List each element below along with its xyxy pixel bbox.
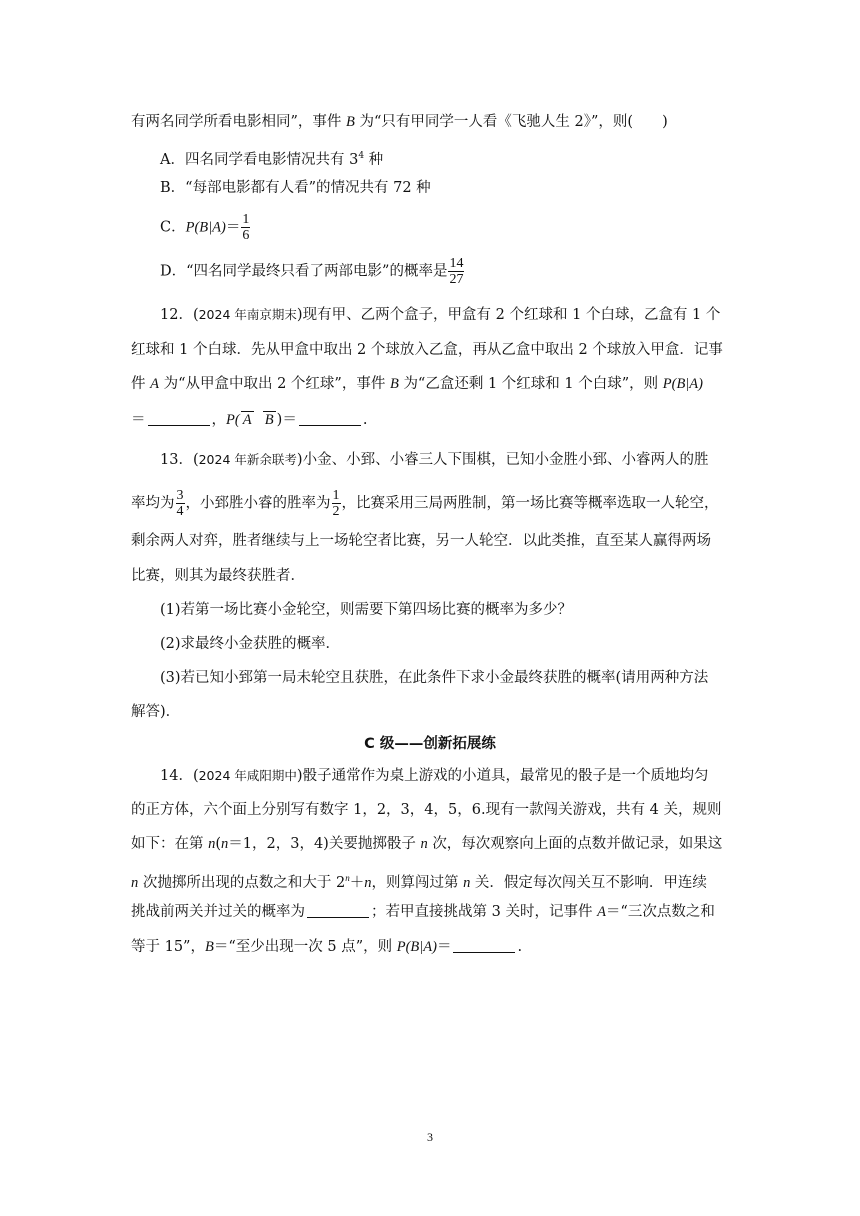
- text: 种: [364, 152, 384, 168]
- text: .: [362, 412, 368, 428]
- text: .: [517, 939, 523, 955]
- text: (: [215, 836, 222, 852]
- text: 等于 15”，: [131, 939, 205, 955]
- answer-blank[interactable]: [148, 411, 210, 426]
- q11-option-a: [160, 146, 760, 170]
- text: 如下：在第: [131, 836, 204, 852]
- math-expr: P(B|A): [396, 939, 437, 955]
- q13-part-1: (1)若第一场比赛小金轮空，则需要下第四场比赛的概率为多少？: [160, 602, 573, 618]
- q14-line-5: [131, 902, 731, 922]
- section-heading: C 级——创新拓展练: [364, 736, 496, 752]
- text: ＝: [436, 939, 452, 955]
- source-tag: 2024 年新余联考: [198, 452, 297, 467]
- text: ＋: [349, 875, 365, 891]
- fraction: [176, 488, 185, 519]
- q11-option-d: [160, 256, 760, 287]
- text: 为“从甲盒中取出 2 个红球”，事件: [163, 376, 386, 392]
- fraction: [241, 212, 250, 243]
- q13-line-1: [160, 450, 760, 470]
- source-tag: 2024 年南京期末: [198, 307, 297, 322]
- text: D．“四名同学最终只看了两部电影”的概率是: [160, 263, 448, 280]
- q12-line-4: [131, 410, 731, 430]
- var-A: A: [597, 904, 606, 920]
- numerator: 3: [176, 488, 184, 503]
- q11-continuation: [131, 112, 731, 132]
- exponent: n: [345, 873, 350, 883]
- denominator: 2: [332, 504, 340, 519]
- q12-line-2: 红球和 1 个白球．先从甲盒中取出 2 个球放入乙盒，再从乙盒中取出 2 个球放入甲盒．记事: [131, 342, 723, 358]
- source-tag: 2024 年咸阳期中: [198, 768, 297, 783]
- var-B: B: [346, 114, 355, 130]
- q14-line-2: 的正方体，六个面上分别写有数字 1，2，3，4，5，6.现有一款闯关游戏，共有 4 关，规则: [131, 802, 722, 818]
- q11-option-c: [160, 212, 760, 243]
- q13-line-2: [131, 488, 731, 519]
- q13-line-4: 比赛，则其为最终获胜者．: [131, 568, 305, 584]
- var-A: A: [150, 376, 159, 392]
- q13-line-3: 剩余两人对弈，胜者继续与上一场轮空者比赛，另一人轮空．以此类推，直至某人赢得两场: [131, 533, 711, 549]
- text: 挑战前两关并过关的概率为: [131, 904, 305, 920]
- text: 14．(: [160, 768, 199, 784]
- text: 次抛掷所出现的点数之和大于 2: [142, 875, 346, 891]
- q14-line-6: [131, 937, 731, 957]
- answer-blank[interactable]: [453, 938, 515, 953]
- text: A．四名同学看电影情况共有 3: [160, 152, 359, 168]
- text: 次，每次观察向上面的点数并做记录，如果这: [432, 836, 723, 852]
- text: 为“乙盒还剩 1 个红球和 1 个白球”，则: [403, 376, 659, 392]
- text: ；若甲直接挑战第 3 关时，记事件: [371, 904, 593, 920]
- numerator: 1: [242, 212, 250, 227]
- text: P(: [226, 412, 240, 428]
- var-n: n: [131, 875, 139, 891]
- answer-blank[interactable]: [299, 411, 361, 426]
- var-A-complement: A: [240, 410, 255, 430]
- text: )小金、小郅、小睿三人下围棋，已知小金胜小郅、小睿两人的胜: [296, 452, 709, 468]
- var-n: n: [208, 836, 216, 852]
- q12-line-3: [131, 374, 731, 394]
- text: 关．假定每次闯关互不影响．甲连续: [474, 875, 707, 891]
- text: ＝: [225, 219, 241, 236]
- page-number: 3: [427, 1130, 433, 1144]
- math-expr: P(B|A): [662, 376, 703, 392]
- fraction: [332, 488, 341, 519]
- text: )＝: [276, 412, 297, 428]
- text: )骰子通常作为桌上游戏的小道具，最常见的骰子是一个质地均匀: [296, 768, 709, 784]
- text: 件: [131, 376, 146, 392]
- text: 有两名同学所看电影相同”，事件: [131, 114, 342, 130]
- text: ，比赛采用三局两胜制，第一场比赛等概率选取一人轮空，: [341, 495, 719, 512]
- answer-blank[interactable]: [307, 903, 369, 918]
- text: ，小郅胜小睿的胜率为: [185, 495, 331, 512]
- var-n: n: [420, 836, 428, 852]
- text: )现有甲、乙两个盒子，甲盒有 2 个红球和 1 个白球，乙盒有 1 个: [296, 307, 721, 323]
- text: ，则算闯过第: [371, 875, 459, 891]
- text: ＝1，2，3，4)关要抛掷骰子: [228, 836, 416, 852]
- q12-line-1: [160, 305, 760, 325]
- var-n: n: [463, 875, 471, 891]
- text: 为“只有甲同学一人看《飞驰人生 2》”，则(: [359, 114, 634, 130]
- text: ＝“三次点数之和: [605, 904, 715, 920]
- numerator: 1: [332, 488, 340, 503]
- text: ，: [211, 412, 226, 428]
- exponent: 4: [358, 151, 365, 161]
- text: 13．(: [160, 452, 199, 468]
- denominator: 4: [176, 504, 184, 519]
- q14-line-4: [131, 868, 731, 893]
- text: C．: [160, 219, 186, 236]
- var-n: n: [364, 875, 372, 891]
- text: 12．(: [160, 307, 199, 323]
- numerator: 14: [449, 256, 464, 271]
- text: 率均为: [131, 495, 175, 512]
- var-n: n: [221, 836, 229, 852]
- q11-option-b: B．“每部电影都有人看”的情况共有 72 种: [160, 180, 431, 196]
- math-expr: P(B|A): [185, 219, 226, 236]
- var-B: B: [389, 376, 399, 392]
- denominator: 27: [449, 272, 464, 287]
- q13-part-2: (2)求最终小金获胜的概率．: [160, 636, 341, 652]
- var-B-complement: B: [262, 410, 277, 430]
- text: ＝“至少出现一次 5 点”，则: [213, 939, 393, 955]
- fraction: [448, 256, 464, 287]
- q14-line-1: [160, 766, 760, 786]
- text: ＝: [131, 412, 146, 428]
- denominator: 6: [242, 228, 250, 243]
- text: ): [662, 114, 668, 130]
- q13-part-3: (3)若已知小郅第一局未轮空且获胜，在此条件下求小金最终获胜的概率(请用两种方法: [160, 670, 709, 686]
- var-B: B: [204, 939, 214, 955]
- q14-line-3: [131, 834, 731, 854]
- q13-part-3-cont: 解答)．: [131, 704, 181, 720]
